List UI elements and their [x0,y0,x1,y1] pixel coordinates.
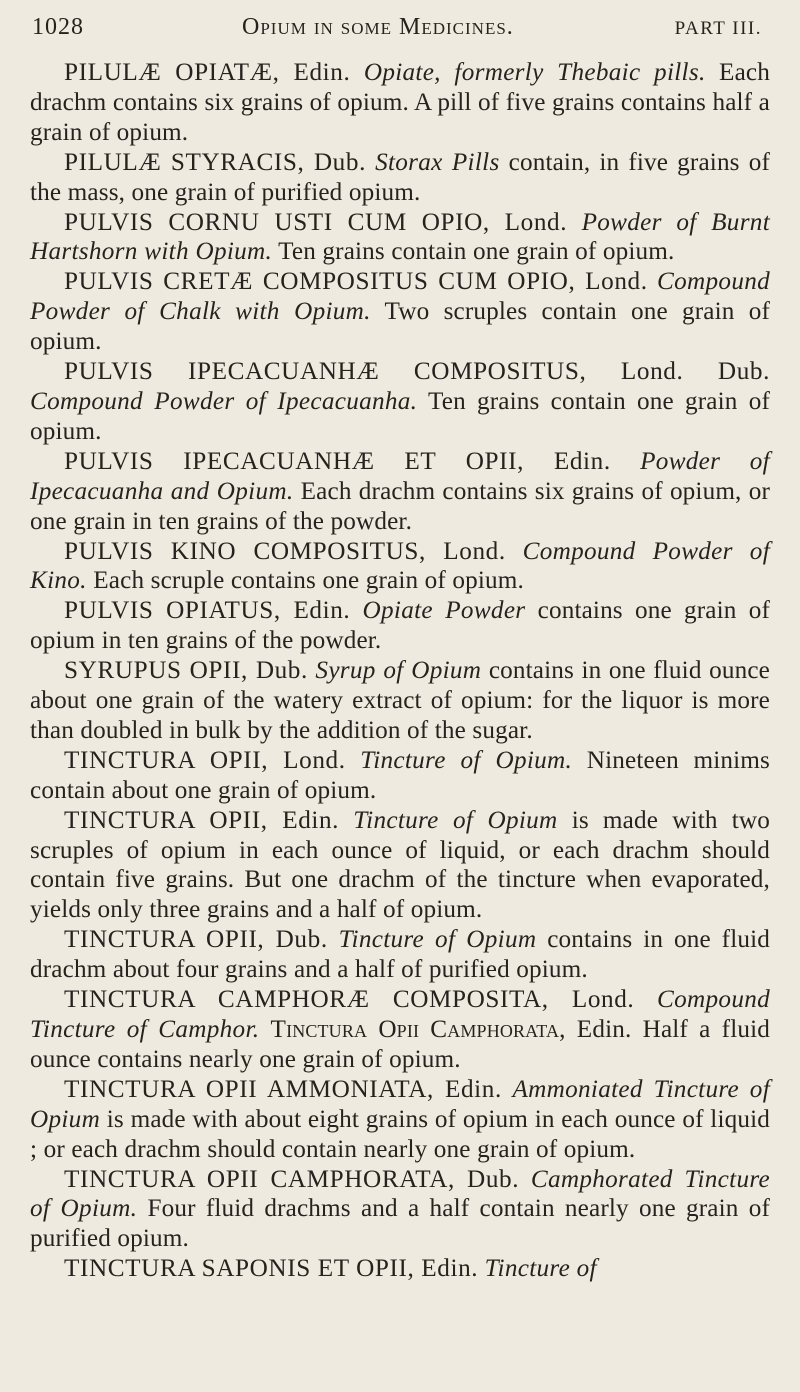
entry [30,208,770,268]
entry [30,596,770,656]
entry-heading: TINCTURA OPII, Lond. [64,746,346,774]
entry [30,985,770,1075]
entry-list [30,58,770,1284]
entry-text: contain, in five grains of the mass, one grain of purified opium. [30,148,771,206]
entry-text: Half a fluid ounce contains nearly one grain of opium. [30,1016,770,1073]
entry [30,1075,770,1165]
entry-title: Powder of Burnt Hartshorn with Opium. [30,208,770,266]
entry-title: Storax Pills [375,148,500,176]
entry-title: Tincture of Opium. [360,746,573,774]
entry-title: Ammoniated Tincture of Opium [30,1075,770,1133]
entry-text: Each drachm contains six grains of opium. A pill of five grains contains half a grain of opium. [30,59,770,146]
entry [30,58,770,148]
entry [30,148,770,208]
entry-heading: PULVIS IPECACUANHÆ COMPOSITUS, Lond. Dub. [64,358,770,386]
entry-title: Opiate, formerly Thebaic pills. [363,59,706,86]
running-title: Opium in some Medicines. [242,14,514,40]
entry-text: is made with two scruples of opium in each ounce of liquid, or each drachm should contain five grains. But one drachm of the tincture when evaporated, yields only three grains and a half of opium. [30,806,770,924]
entry [30,267,770,357]
entry-text: Two scruples contain one grain of opium. [30,298,770,356]
entry-text: Ten grains contain one grain of opium. [278,238,675,266]
part-label: PART III. [674,18,762,39]
entry-title: Compound Powder of Kino. [30,537,770,595]
entry-heading: TINCTURA CAMPHORÆ COMPOSITA, Lond. [64,986,635,1014]
entry-text: contains one grain of opium in ten grains of the powder. [30,597,770,655]
entry-text: Each drachm contains six grains of opium, or one grain in ten grains of the powder. [30,477,770,535]
entry-heading: SYRUPUS OPII, Dub. [64,657,308,685]
entry-title: Camphorated Tincture of Opium. [30,1165,770,1223]
entry-text: contains in one fluid ounce about one grain of the watery extract of opium: for the liquor is more than doubled in bulk by the addition of the sugar. [30,657,770,744]
entry-heading: PULVIS CRETÆ COMPOSITUS CUM OPIO, Lond. [64,268,648,296]
entry-text: Ten grains contain one grain of opium. [30,387,770,445]
entry-heading: PULVIS KINO COMPOSITUS, Lond. [64,537,506,565]
entry [30,746,770,806]
entry-heading: PULVIS CORNU USTI CUM OPIO, Lond. [64,208,568,236]
entry-alt-source: , Edin. [559,1016,632,1043]
entry-heading: PILULÆ STYRACIS, Dub. [64,148,366,176]
entry-title: Tincture of Opium [338,926,537,954]
entry-heading: TINCTURA OPII, Dub. [64,926,328,954]
entry [30,806,770,926]
entry-title: Compound Powder of Ipecacuanha. [30,387,418,415]
entry-title: Syrup of Opium [315,657,482,685]
entry [30,357,770,447]
entry-title: Tincture of Opium [353,806,558,834]
page-header [30,14,770,58]
entry [30,537,770,597]
entry-title: Powder of Ipecacuanha and Opium. [30,447,770,505]
entry-heading: TINCTURA OPII CAMPHORATA, Dub. [64,1165,520,1193]
entry-title: Compound Tincture of Camphor. [30,986,770,1043]
entry-title: Tincture of [484,1255,597,1283]
entry-text: Nineteen minims contain about one grain of opium. [30,746,770,804]
entry-title: Opiate Powder [362,597,526,625]
entry-heading: TINCTURA OPII, Edin. [64,806,340,834]
entry-text: contains in one fluid drachm about four grains and a half of purified opium. [30,926,770,984]
entry-heading: PULVIS OPIATUS, Edin. [64,597,351,625]
entry-heading: TINCTURA OPII AMMONIATA, Edin. [64,1075,502,1103]
entry-heading: TINCTURA SAPONIS ET OPII, Edin. [64,1255,479,1283]
page-number: 1028 [32,14,84,40]
entry-text: Four fluid drachms and a half contain nearly one grain of purified opium. [30,1195,770,1253]
entry [30,447,770,537]
entry-heading: PULVIS IPECACUANHÆ ET OPII, Edin. [64,447,611,475]
entry-text: is made with about eight grains of opium in each ounce of liquid ; or each drachm should contain nearly one grain of opium. [30,1105,770,1163]
entry [30,1165,770,1255]
entry-heading: PILULÆ OPIATÆ, Edin. [64,59,351,86]
entry [30,656,770,746]
entry [30,1254,770,1284]
entry-alt-name: Tinctura Opii Camphorata [270,1016,560,1043]
entry [30,925,770,985]
entry-title: Compound Powder of Chalk with Opium. [30,268,770,326]
entry-text: Each scruple contains one grain of opium. [93,567,524,595]
